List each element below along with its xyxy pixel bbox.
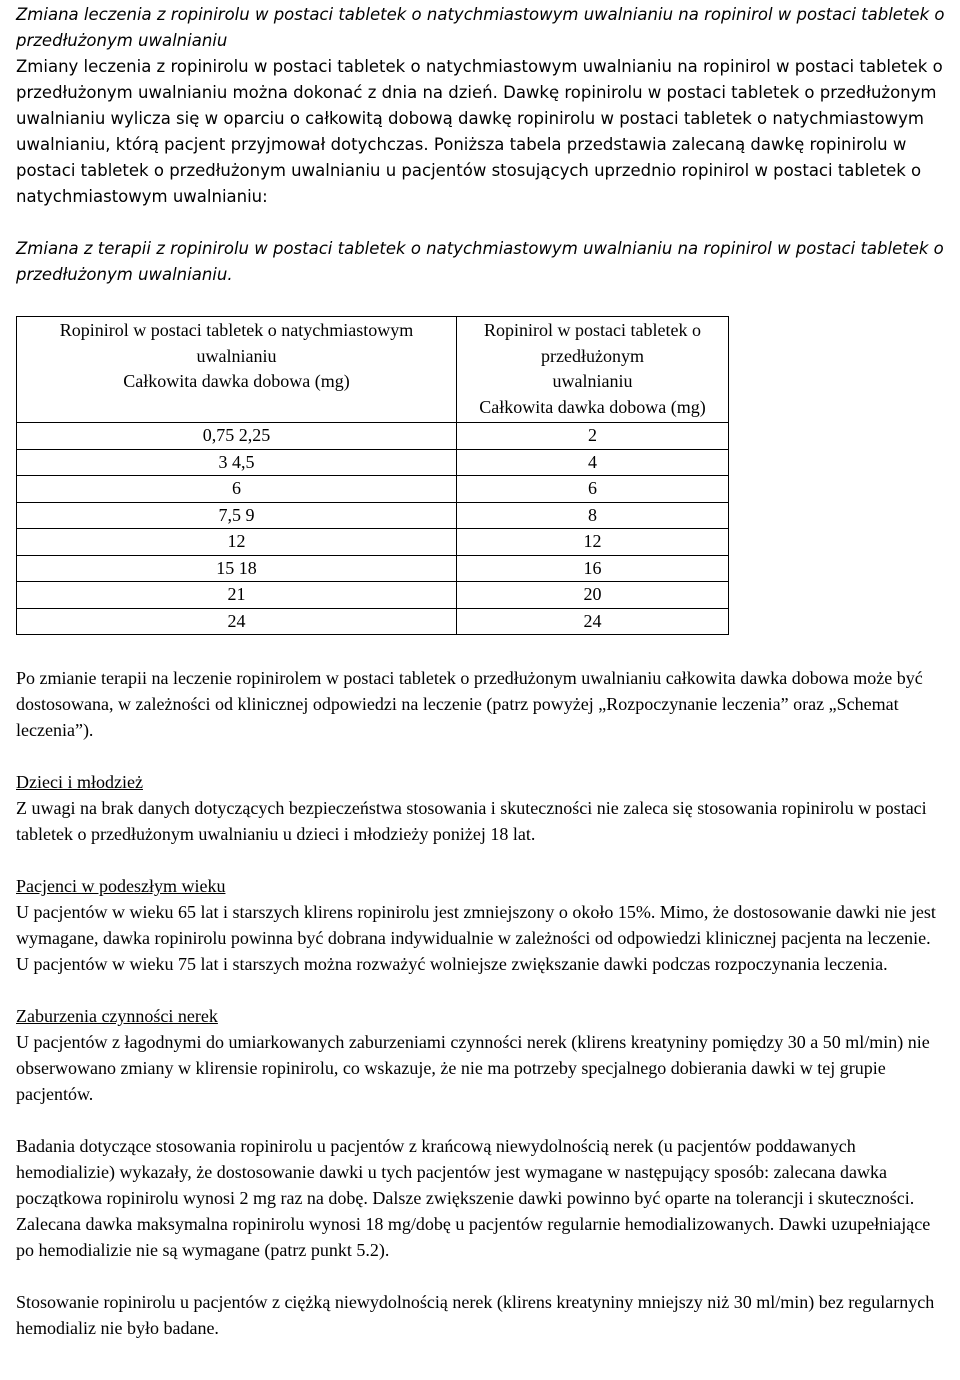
pr-dose-cell: 20 bbox=[457, 582, 729, 609]
switch-sentence-1: Zmiany leczenia z ropinirolu w postaci tabletek o natychmiastowym uwalnianiu na ropinirol w postaci tabletek o przedłużonym uwalnianiu można dokonać z dnia na dzień. bbox=[16, 57, 943, 102]
table-row bbox=[17, 582, 729, 609]
pr-dose-cell: 2 bbox=[457, 423, 729, 450]
renal-paragraph-mild: U pacjentów z łagodnymi do umiarkowanych zaburzeniami czynności nerek (klirens kreatyniny pomiędzy 30 a 50 ml/min) nie obserwowano zmiany w klirensie ropinirolu, co wskazuje, że nie ma potrzeby specjalnego dobierania dawki w tej grupie pacjentów. bbox=[16, 1032, 930, 1104]
table-row bbox=[17, 608, 729, 635]
header-line: Całkowita dawka dobowa (mg) bbox=[123, 371, 350, 391]
children-paragraph: Z uwagi na brak danych dotyczących bezpieczeństwa stosowania i skuteczności nie zaleca się stosowania ropinirolu w postaci tabletek o przedłużonym uwalnianiu u dzieci i młodzieży poniżej 18 lat. bbox=[16, 798, 927, 844]
table-row bbox=[17, 423, 729, 450]
ir-dose-cell: 12 bbox=[17, 529, 457, 556]
table-row bbox=[17, 502, 729, 529]
pr-dose-cell: 8 bbox=[457, 502, 729, 529]
header-line: Ropinirol w postaci tabletek o natychmiastowym bbox=[59, 320, 414, 340]
renal-paragraph-dialysis: Badania dotyczące stosowania ropinirolu u pacjentów z krańcową niewydolnością nerek (u pacjentów poddawanych hemodializie) wykazały, że dostosowanie dawki u tych pacjentów jest wymagane w następujący sposób: zalecana dawka początkowa ropinirolu wynosi 2 mg raz na dobę. Dalsze zwiększenie dawki powinno być oparte na tolerancji i skuteczności. Zalecana dawka maksymalna ropinirolu wynosi 18 mg/dobę u pacjentów regularnie hemodializowanych. Dawki uzupełniające po hemodializie nie są wymagane (patrz punkt 5.2). bbox=[16, 1136, 931, 1260]
document-page bbox=[16, 2, 948, 1341]
header-line: uwalnianiu bbox=[552, 371, 633, 391]
switch-heading: Zmiana leczenia z ropinirolu w postaci tabletek o natychmiastowym uwalnianiu na ropinirol w postaci tabletek o przedłużonym uwalnianiu bbox=[16, 5, 945, 50]
dose-conversion-table bbox=[16, 316, 729, 635]
pr-dose-cell: 6 bbox=[457, 476, 729, 503]
ir-dose-cell: 24 bbox=[17, 608, 457, 635]
pr-dose-cell: 12 bbox=[457, 529, 729, 556]
header-line: Ropinirol w postaci tabletek o przedłużonym bbox=[484, 320, 701, 366]
table-caption: Zmiana z terapii z ropinirolu w postaci tabletek o natychmiastowym uwalnianiu na ropinirol w postaci tabletek o przedłużonym uwalnianiu. bbox=[16, 239, 944, 284]
table-row bbox=[17, 529, 729, 556]
after-change-paragraph: Po zmianie terapii na leczenie ropinirolem w postaci tabletek o przedłużonym uwalnianiu całkowita dawka dobowa może być dostosowana, w zależności od klinicznej odpowiedzi na leczenie (patrz powyżej „Rozpoczynanie leczenia” oraz „Schemat leczenia”). bbox=[16, 668, 923, 740]
ir-dose-cell: 7,5 9 bbox=[17, 502, 457, 529]
col-immediate-release-header bbox=[17, 317, 457, 423]
switch-paragraph bbox=[16, 54, 948, 210]
ir-dose-cell: 15 18 bbox=[17, 555, 457, 582]
table-row bbox=[17, 449, 729, 476]
pr-dose-cell: 16 bbox=[457, 555, 729, 582]
header-line: uwalnianiu bbox=[196, 345, 277, 366]
switch-sentence-2: Dawkę ropinirolu w postaci tabletek o przedłużonym uwalnianiu wylicza się w oparciu o całkowitą dobową dawkę ropinirolu w postaci tabletek o natychmiastowym uwalnianiu, którą pacjent przyjmował dotychczas. bbox=[16, 83, 937, 154]
children-heading: Dzieci i młodzież bbox=[16, 772, 143, 792]
col-prolonged-release-header bbox=[457, 317, 729, 423]
pr-dose-cell: 24 bbox=[457, 608, 729, 635]
table-row bbox=[17, 555, 729, 582]
pr-dose-cell: 4 bbox=[457, 449, 729, 476]
switch-sentence-3: Poniższa tabela przedstawia zalecaną dawkę ropinirolu w postaci tabletek o przedłużonym uwalnianiu u pacjentów stosujących uprzednio ropinirol w postaci tabletek o natychmiastowym uwalnianiu: bbox=[16, 135, 922, 206]
ir-dose-cell: 21 bbox=[17, 582, 457, 609]
table-row bbox=[17, 476, 729, 503]
elderly-heading: Pacjenci w podeszłym wieku bbox=[16, 876, 226, 896]
ir-dose-cell: 6 bbox=[17, 476, 457, 503]
ir-dose-cell: 0,75 2,25 bbox=[17, 423, 457, 450]
table-header-row bbox=[17, 317, 729, 423]
renal-paragraph-severe: Stosowanie ropinirolu u pacjentów z ciężką niewydolnością nerek (klirens kreatyniny mniejszy niż 30 ml/min) bez regularnych hemodializ nie było badane. bbox=[16, 1292, 935, 1338]
ir-dose-cell: 3 4,5 bbox=[17, 449, 457, 476]
header-line: Całkowita dawka dobowa (mg) bbox=[479, 396, 706, 417]
elderly-paragraph: U pacjentów w wieku 65 lat i starszych klirens ropinirolu jest zmniejszony o około 15%. Mimo, że dostosowanie dawki nie jest wymagane, dawka ropinirolu powinna być dobrana indywidualnie w zależności od odpowiedzi klinicznej pacjenta na leczenie. U pacjentów w wieku 75 lat i starszych można rozważyć wolniejsze zwiększanie dawki podczas rozpoczynania leczenia. bbox=[16, 902, 936, 974]
renal-heading: Zaburzenia czynności nerek bbox=[16, 1006, 218, 1026]
